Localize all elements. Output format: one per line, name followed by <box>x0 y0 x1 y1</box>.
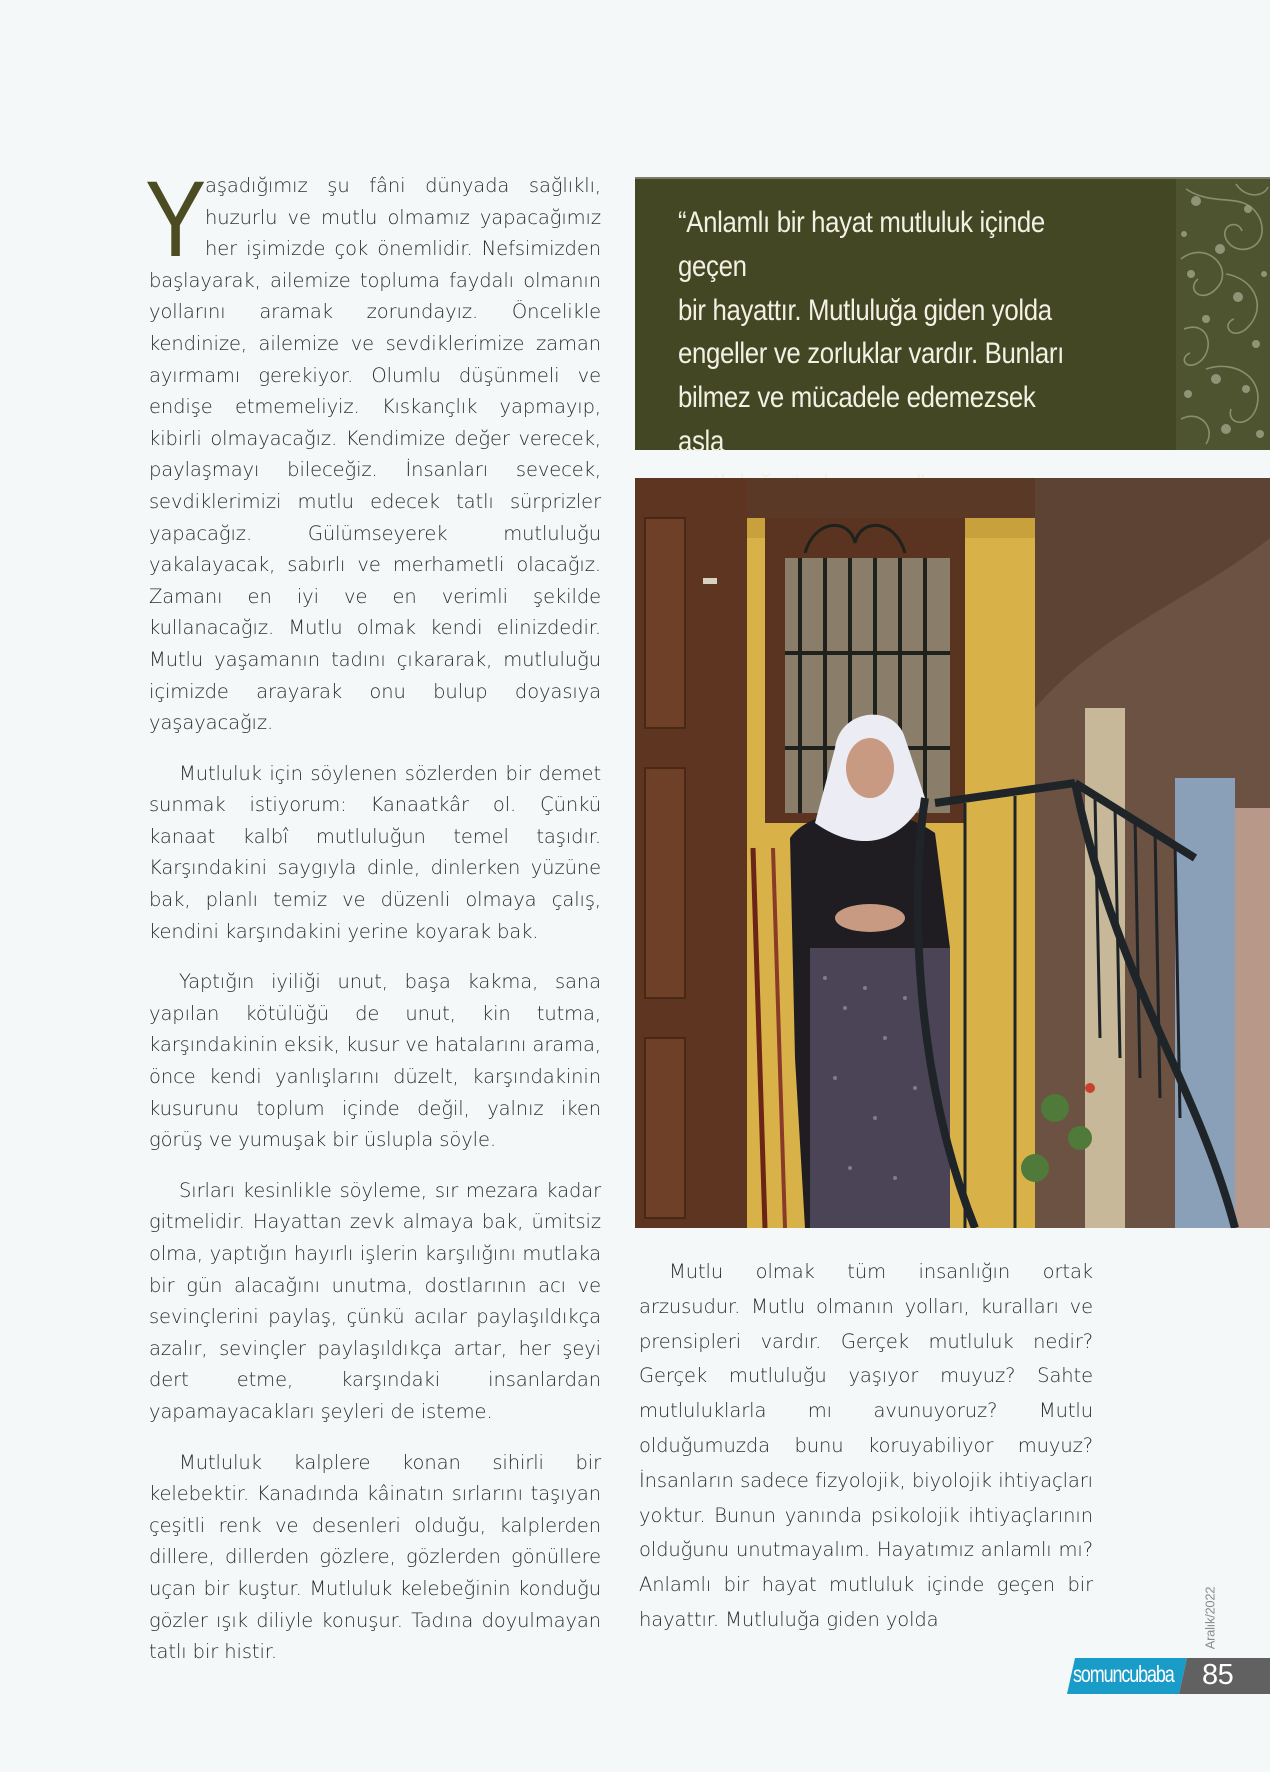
floral-ornament-icon <box>1176 179 1270 450</box>
paragraph-text: aşadığımız şu fâni dünyada sağlıklı, huzurlu ve mutlu olmamız yapacağımız her işimizde çok önemlidir. Nefsimizden başlayarak, ailemize topluma faydalı olmanın yollarını aramak zorundayız. Öncelikle kendinize, ailemize ve sevdiklerimize zaman ayırmamı gerekiyor. Olumlu düşünmeli ve endişe etmemeliyiz. Kıskançlık yapmayıp, kibirli olmayacağız. Kendimize değer verecek, paylaşmayı bileceğiz. İnsanları sevecek, sevdiklerimizi mutlu edecek tatlı sürprizler yapacağız. Gülümseyerek mutluluğu yakalayacak, sabırlı ve merhametli olacağız. Zamanı en iyi ve en verimli şekilde kullanacağız. Mutlu olmak kendi elinizdedir. Mutlu yaşamanın tadını çıkararak, mutluluğu içimizde arayarak onu bulup doyasıya yaşayacağız. <box>149 174 601 735</box>
drop-cap: Y <box>145 158 207 279</box>
brand-tag <box>1067 1658 1187 1694</box>
pull-quote-text: “Anlamlı bir hayat mutluluk içinde geçen bir hayattır. Mutluluğa giden yolda engeller ve zorluklar vardır. Bunları bilmez ve mücadele edemezsek asla <box>678 206 1064 458</box>
page-number: 85 <box>1202 1659 1234 1691</box>
article-paragraph-1 <box>145 158 601 739</box>
issue-date-text: Aralık/2022 <box>1202 1586 1218 1649</box>
article-paragraph-2: Mutluluk için söylenen sözlerden bir demet sunmak istiyorum: Kanaatkâr ol. Çünkü kanaat kalbî mutluluğun temel taşıdır. Karşındakini saygıyla dinle, dinlerken yüzüne bak, planlı temiz ve düzenli olmaya çalış, kendini karşındakini yerine koyarak bak. <box>149 761 601 943</box>
issue-date <box>1190 1585 1230 1650</box>
page-number-tag <box>1179 1658 1270 1694</box>
article-left-column <box>145 158 601 1687</box>
article-right-column <box>639 1255 1093 1657</box>
article-paragraph-4: Sırları kesinlikle söyleme, sır mezara kadar gitmelidir. Hayattan zevk almaya bak, ümitsiz olma, yaptığın hayırlı işlerin karşılığını mutlaka bir gün alacağını unutma, dostlarının acı ve sevinçlerini paylaş, çünkü acılar paylaşıldıkça azalır, sevinçler paylaşıldıkça artar, her şeyi dert etme, karşındaki insanlardan yapamayacakları şeyleri de isteme. <box>149 1178 601 1423</box>
pull-quote-box <box>635 177 1270 458</box>
brand-name: somuncubaba <box>1073 1661 1174 1687</box>
article-photo <box>635 478 1270 1228</box>
article-paragraph-5: Mutluluk kalplere konan sihirli bir kelebektir. Kanadında kâinatın sırlarını taşıyan çeşitli renk ve desenleri olduğu, kalplerden dillere, dillerden gözlere, gözlerden gönüllere uçan bir kuştur. Mutluluk kelebeğinin konduğu gözler ışık diliyle konuşur. Tadına doyulmayan tatlı bir histir. <box>149 1450 601 1664</box>
article-paragraph-6: Mutlu olmak tüm insanlığın ortak arzusudur. Mutlu olmanın yolları, kuralları ve prensipleri vardır. Gerçek mutluluk nedir? Gerçek mutluluğu yaşıyor muyuz? Sahte mutluluklarla mı avunuyoruz? Mutlu olduğumuzda bunu koruyabiliyor muyuz? İnsanların sadece fizyolojik, biyolojik ihtiyaçları yoktur. Bunun yanında psikolojik ihtiyaçlarının olduğunu unutmayalım. Hayatımız anlamlı mı? Anlamlı bir hayat mutluluk içinde geçen bir hayattır. Mutluluğa giden yolda <box>639 1260 1093 1631</box>
article-paragraph-3: Yaptığın iyiliği unut, başa kakma, sana yapılan kötülüğü de unut, kin tutma, karşındakinin eksik, kusur ve hatalarını arama, önce kendi yanlışlarını düzelt, karşındakinin kusurunu toplum içinde değil, yalnız iken görüş ve yumuşak bir üslupla söyle. <box>149 970 601 1152</box>
